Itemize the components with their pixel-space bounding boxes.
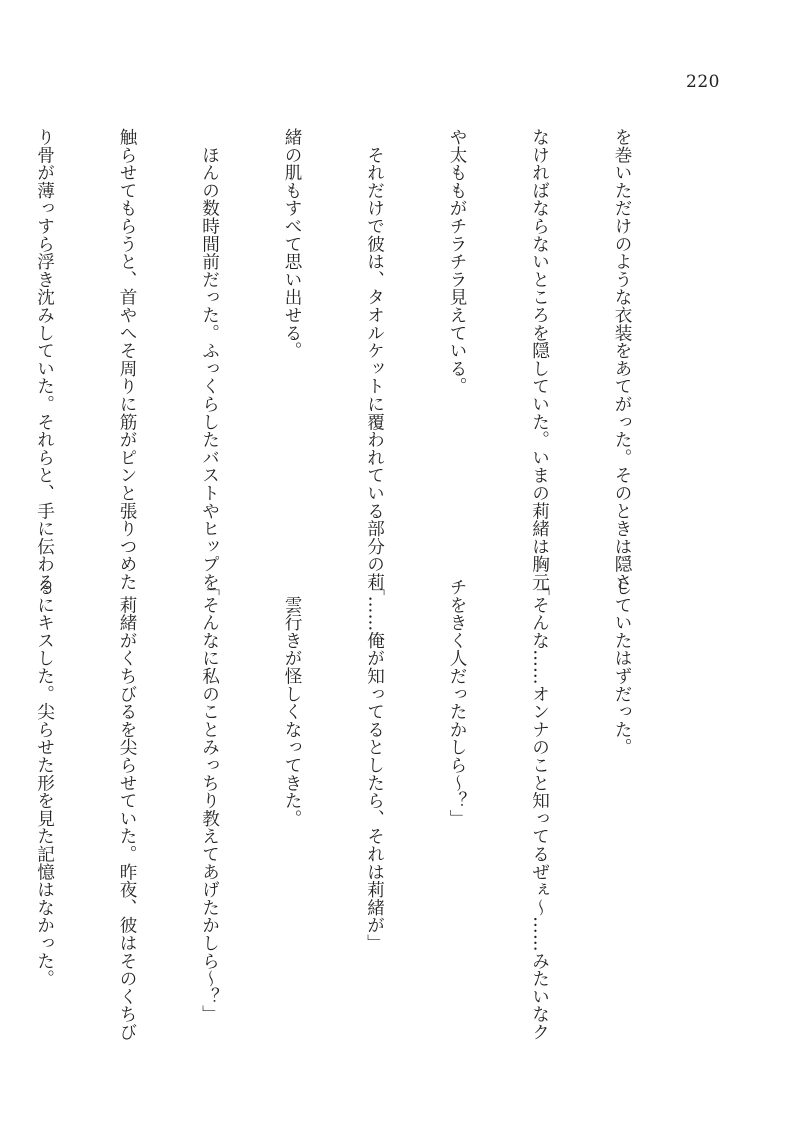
text-line: 緒の肌もすべて思い出せる。 — [282, 128, 302, 360]
text-line: るにキスした。尖らせた形を見た記憶はなかった。 — [34, 578, 55, 988]
text-line: なければならないところを隠していた。いまの莉緒は胸元 — [529, 128, 550, 591]
text-line: 「そんなに私のことみっちり教えてあげたかしら～？」 — [199, 578, 220, 1023]
text-line: 雲行きが怪しくなってきた。 — [282, 578, 302, 828]
text-line: を巻いただけのような衣装をあてがった。そのときは隠さ — [612, 128, 632, 591]
page-number: 220 — [686, 72, 720, 92]
text-line: チをきく人だったかしら～？」 — [447, 578, 467, 828]
text-line: それだけで彼は、タオルケットに覆われている部分の莉 — [364, 128, 385, 591]
text-line: 触らせてもらうと、首やへそ周りに筋がピンと張りつめた — [117, 128, 137, 591]
text-line: していたはずだった。 — [612, 578, 632, 756]
upper-text-block — [0, 128, 690, 591]
text-line: や太ももがチラチラ見えている。 — [447, 128, 467, 395]
text-line: 「……俺が知ってるとしたら、それは莉緒が」 — [364, 578, 385, 952]
lower-text-block — [0, 578, 690, 1041]
text-line: 「そんな……オンナのこと知ってるぜぇ～……みたいなク — [529, 578, 550, 1041]
text-line: 莉緒がくちびるを尖らせていた。昨夜、彼はそのくちび — [117, 578, 137, 1041]
text-line: り骨が薄っすら浮き沈みしていた。それらと、手に伝わる — [34, 128, 55, 591]
text-line: ほんの数時間前だった。ふっくらしたバストやヒップを — [199, 128, 220, 591]
